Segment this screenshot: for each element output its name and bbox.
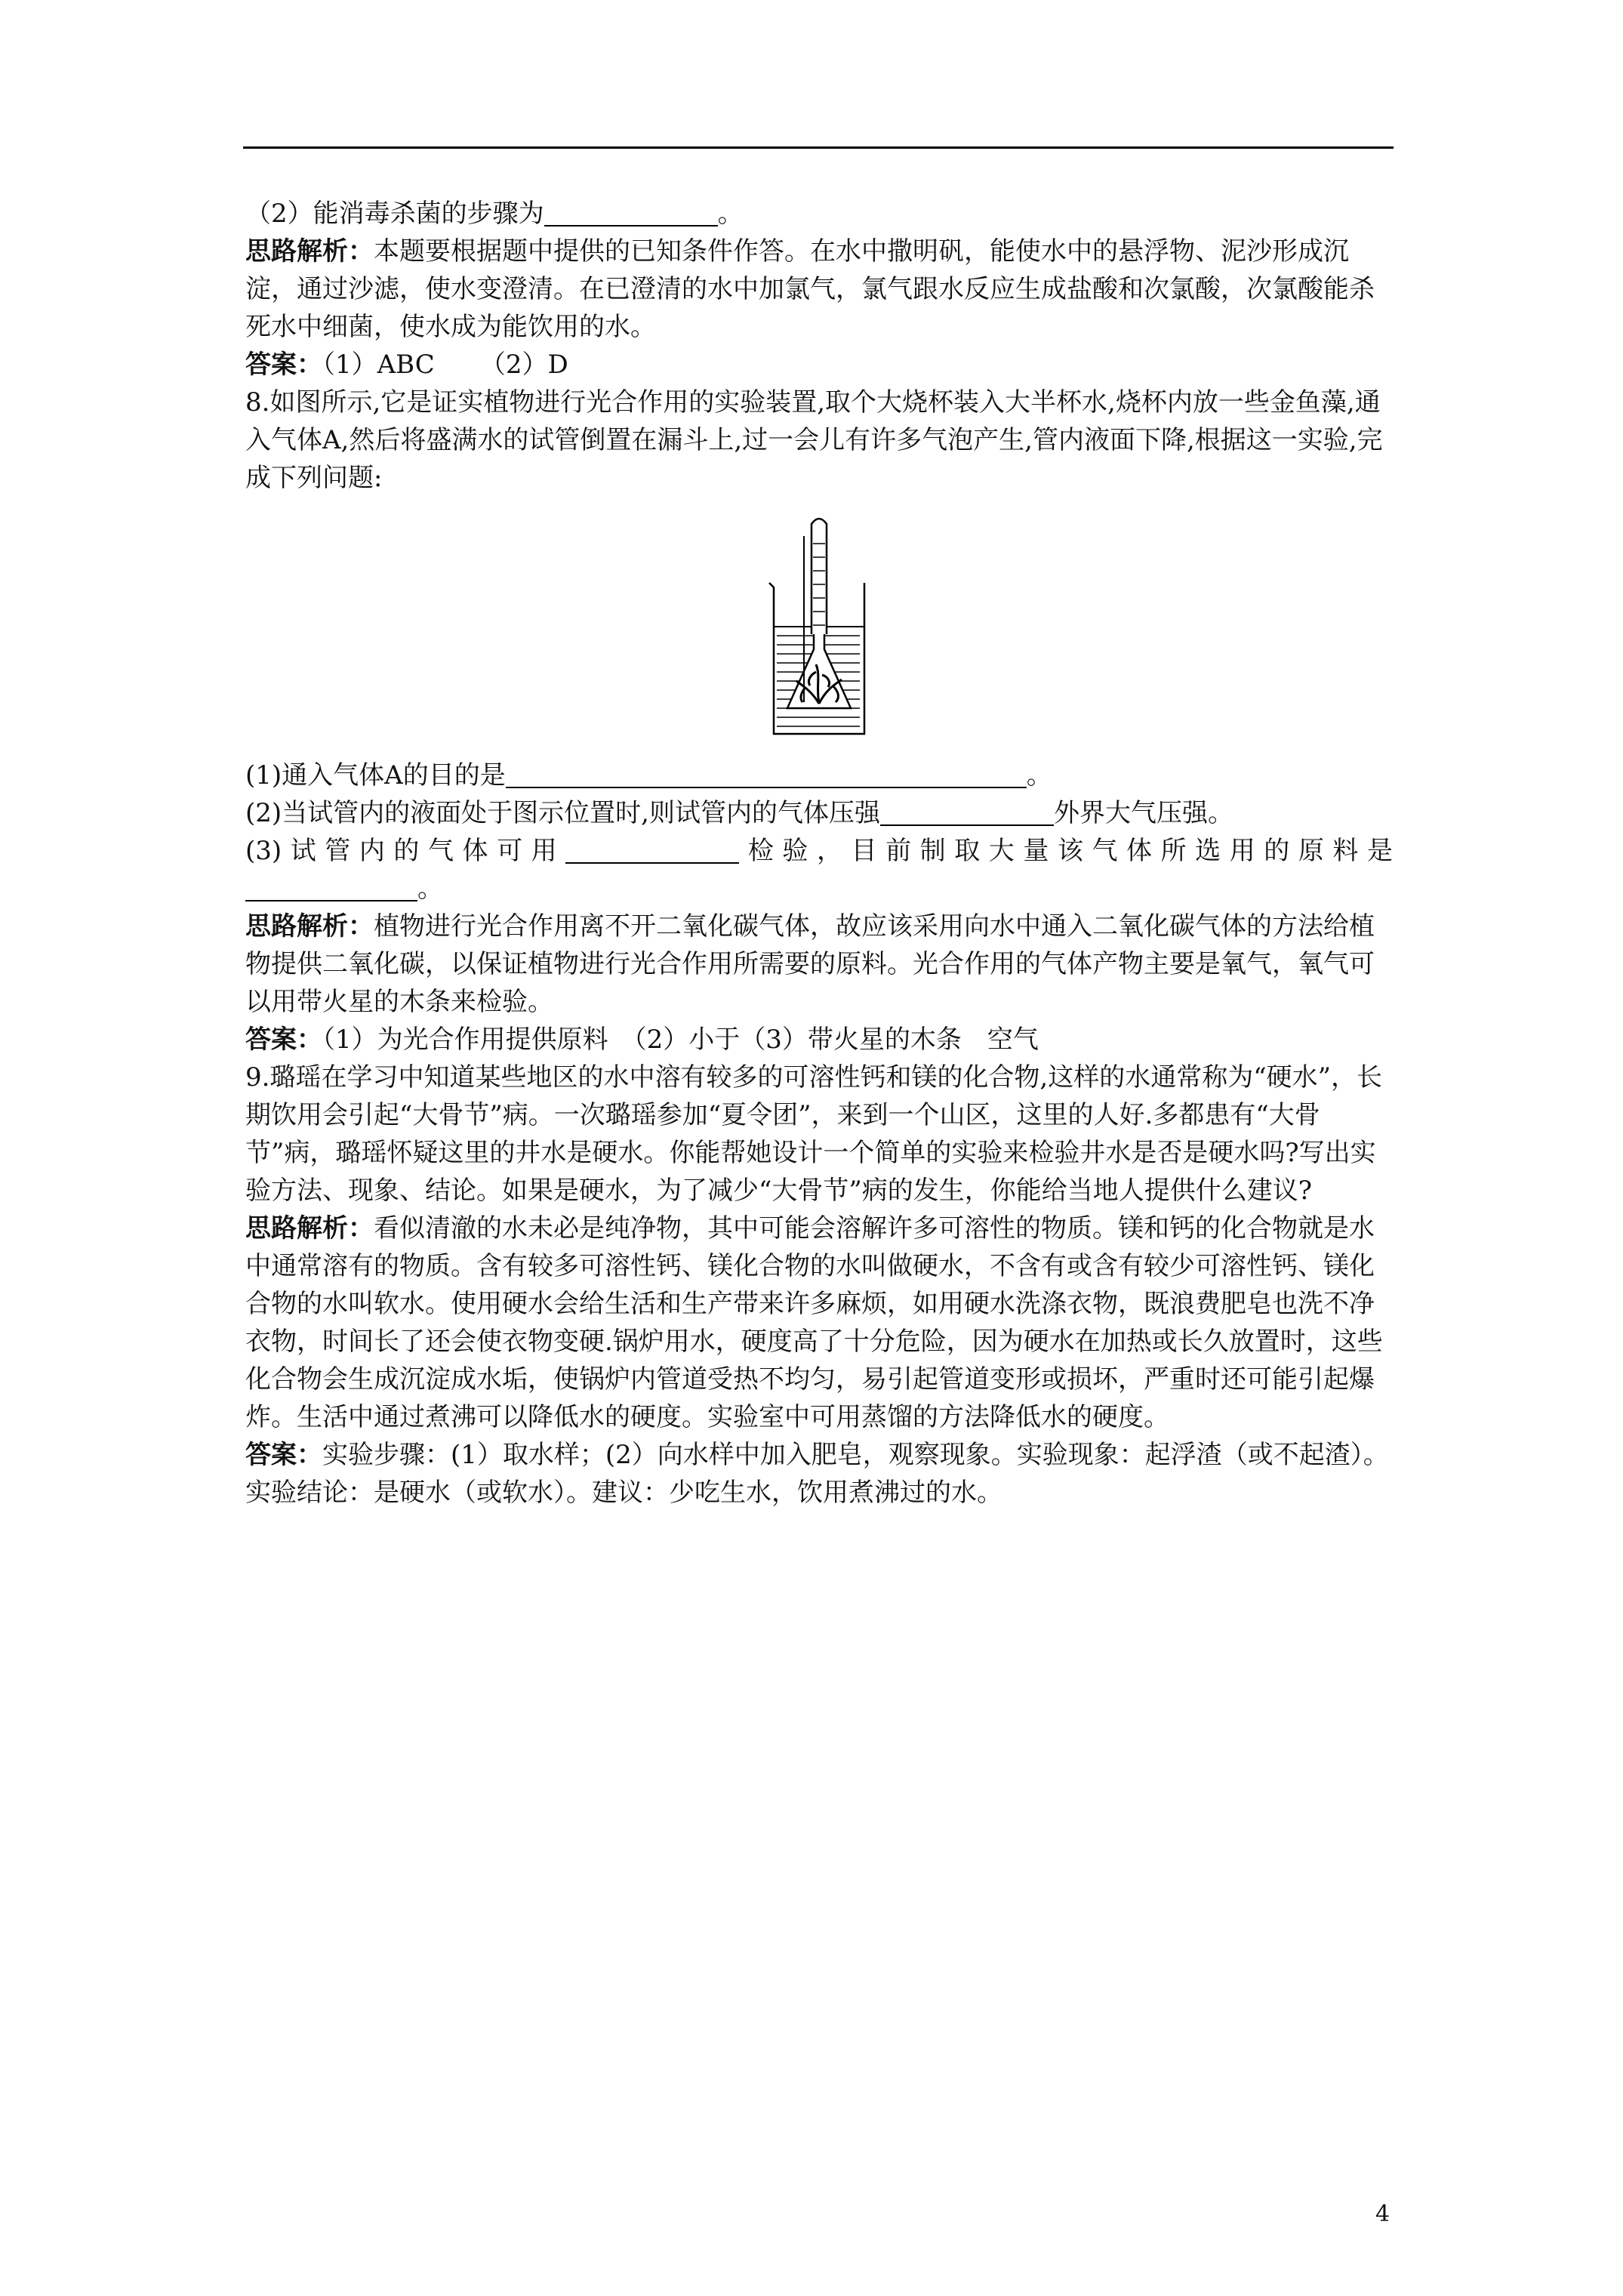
q9-analysis-text: 看似清澈的水未必是纯净物，其中可能会溶解许多可溶性的物质。镁和钙的化合物就是水中通常溶有的物质。含有较多可溶性钙、镁化合物的水叫做硬水，不含有或含有较少可溶性钙、镁化合物的水叫软水。使用硬水会给生活和生产带来许多麻烦，如用硬水洗涤衣物，既浪费肥皂也洗不净衣物，时间长了还会使衣物变硬.锅炉用水，硬度高了十分危险，因为硬水在加热或长久放置时，这些化合物会生成沉淀成水垢，使锅炉内管道受热不均匀，易引起管道变形或损坏，严重时还可能引起爆炸。生活中通过煮沸可以降低水的硬度。实验室中可用蒸馏的方法降低水的硬度。 (245, 1213, 1383, 1432)
q8-analysis (245, 908, 1393, 1021)
q7-analysis-label: 思路解析： (245, 236, 374, 267)
q8-figure (245, 513, 1393, 740)
q8-sub2 (245, 794, 1393, 832)
q7-part2-blank (544, 201, 718, 227)
q8-answer (245, 1021, 1393, 1059)
q7-answer (245, 346, 1393, 384)
header-rule (243, 146, 1394, 149)
beaker-apparatus-diagram (766, 513, 872, 740)
q8-sub1-blank (506, 763, 1027, 788)
test-tube (812, 519, 827, 634)
q9-analysis-label: 思路解析： (245, 1213, 374, 1244)
q8-sub2-text-a: (2)当试管内的液面处于图示位置时,则试管内的气体压强 (245, 798, 880, 828)
q7-part2 (245, 195, 1393, 233)
q7-answer-a: （1）ABC (322, 350, 435, 380)
page-number: 4 (1375, 2201, 1390, 2227)
q9-answer (245, 1436, 1393, 1512)
document-body (245, 195, 1393, 1512)
q8-sub3-blank-b (245, 876, 417, 901)
q7-answer-label: 答案： (245, 350, 322, 380)
q8-sub3-text-b: 检验，目前制取大量该气体所选用的原料是 (739, 836, 1393, 866)
q7-analysis (245, 233, 1393, 346)
q7-analysis-text: 本题要根据题中提供的已知条件作答。在水中撒明矾，能使水中的悬浮物、泥沙形成沉淀，通过沙滤，使水变澄清。在已澄清的水中加氯气，氯气跟水反应生成盐酸和次氯酸，次氯酸能杀死水中细菌，使水成为能饮用的水。 (245, 236, 1375, 342)
q8-sub3-continued (245, 870, 1393, 908)
q9-answer-label: 答案： (245, 1440, 322, 1470)
q8-sub3-text-a: (3)试管内的气体可用 (245, 836, 566, 866)
q8-answer-text: （1）为光合作用提供原料 （2）小于（3）带火星的木条 空气 (322, 1025, 1039, 1055)
q8-sub3-end: 。 (417, 874, 443, 904)
q8-sub1 (245, 757, 1393, 794)
q7-part2-end: 。 (717, 199, 744, 229)
q9-analysis (245, 1210, 1393, 1436)
q9-answer-text: 实验步骤：(1）取水样；(2）向水样中加入肥皂，观察现象。实验现象：起浮渣（或不起渣）。实验结论：是硬水（或软水）。建议：少吃生水，饮用煮沸过的水。 (245, 1440, 1389, 1508)
q8-sub2-blank (880, 800, 1054, 826)
q7-part2-text: （2）能消毒杀菌的步骤为 (245, 199, 544, 229)
q8-sub2-text-b: 外界大气压强。 (1053, 798, 1233, 828)
q8-analysis-label: 思路解析： (245, 911, 374, 942)
q8-sub1-text: (1)通入气体A的目的是 (245, 760, 506, 791)
q8-answer-label: 答案： (245, 1025, 322, 1055)
q8-sub1-end: 。 (1026, 760, 1052, 791)
q8-sub3-blank-a (565, 838, 739, 864)
q7-answer-b: （2）D (479, 350, 568, 380)
q9-stem: 9.璐瑶在学习中知道某些地区的水中溶有较多的可溶性钙和镁的化合物,这样的水通常称为“硬水”，长期饮用会引起“大骨节”病。一次璐瑶参加“夏令团”，来到一个山区，这里的人好.多都患有“大骨节”病，璐瑶怀疑这里的井水是硬水。你能帮她设计一个简单的实验来检验井水是否是硬水吗?写出实验方法、现象、结论。如果是硬水，为了减少“大骨节”病的发生，你能给当地人提供什么建议? (245, 1062, 1383, 1206)
q8-stem: 8.如图所示,它是证实植物进行光合作用的实验装置,取个大烧杯装入大半杯水,烧杯内放一些金鱼藻,通入气体A,然后将盛满水的试管倒置在漏斗上,过一会儿有许多气泡产生,管内液面下降,根据这一实验,完成下列问题: (245, 387, 1383, 493)
q8-analysis-text: 植物进行光合作用离不开二氧化碳气体，故应该采用向水中通入二氧化碳气体的方法给植物提供二氧化碳，以保证植物进行光合作用所需要的原料。光合作用的气体产物主要是氧气，氧气可以用带火星的木条来检验。 (245, 911, 1375, 1017)
q8-sub3 (245, 832, 1393, 870)
